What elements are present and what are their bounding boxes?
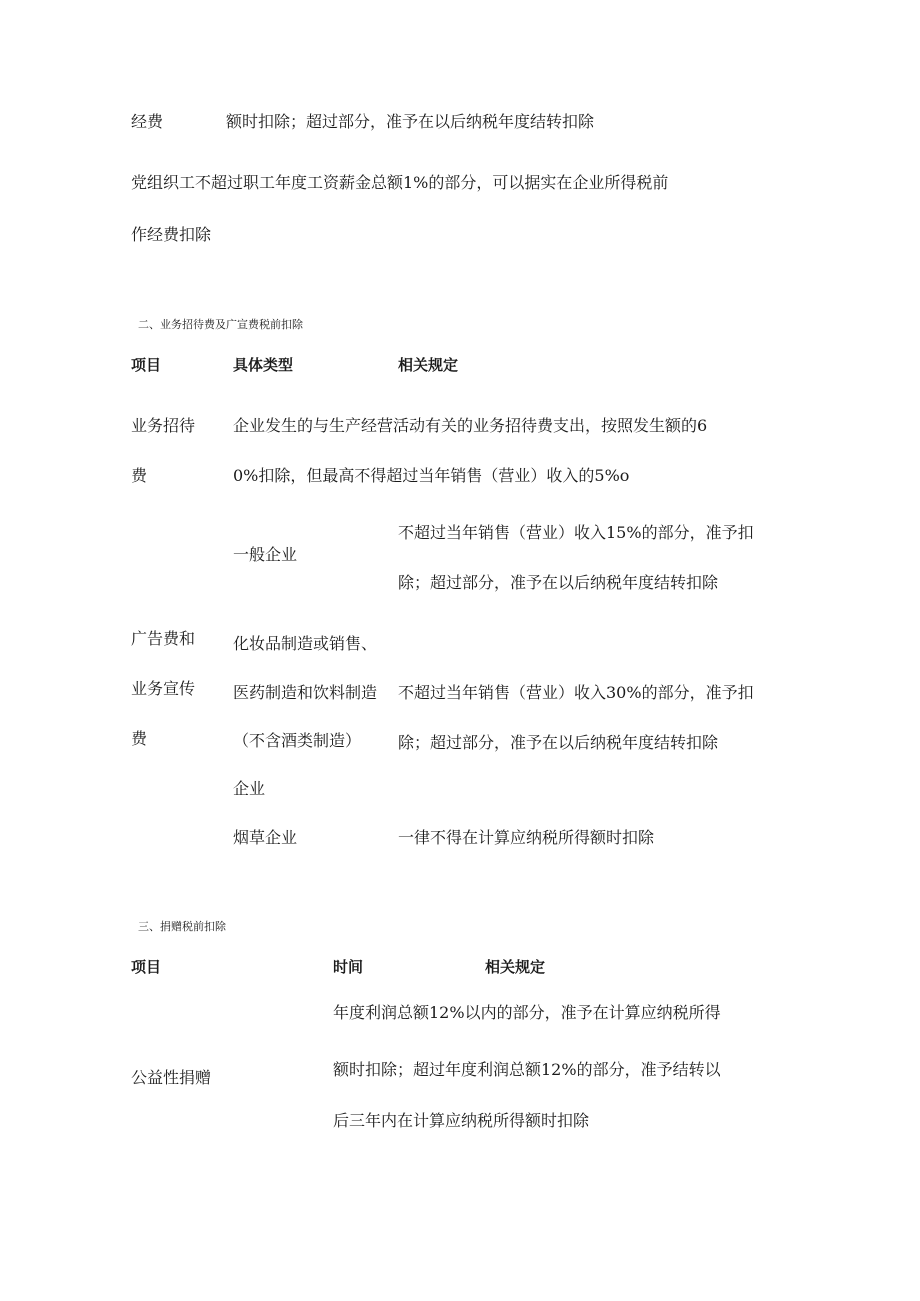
tobacco-type: 烟草企业	[233, 828, 298, 847]
row-label-funds: 经费	[131, 112, 164, 131]
entertainment-rule: 企业发生的与生产经营活动有关的业务招待费支出，按照发生额的6	[233, 416, 708, 435]
row-text-funds: 额时扣除；超过部分，准予在以后纳税年度结转扣除	[226, 112, 595, 131]
advertising-label-cont: 业务宣传	[131, 679, 196, 698]
tobacco-rule: 一律不得在计算应纳税所得额时扣除	[398, 828, 655, 847]
charity-donation-label: 公益性捐赠	[131, 1068, 212, 1087]
party-org-text-cont: 作经费扣除	[131, 225, 212, 244]
cosmetics-type-line2: 医药制造和饮料制造	[233, 683, 378, 702]
advertising-label-end: 费	[131, 729, 148, 748]
general-enterprise-rule-cont: 除；超过部分，准予在以后纳税年度结转扣除	[398, 573, 719, 592]
cosmetics-rule-cont: 除；超过部分，准予在以后纳税年度结转扣除	[398, 733, 719, 752]
section-title-donation: 三、捐赠税前扣除	[138, 920, 226, 933]
entertainment-label-cont: 费	[131, 466, 148, 485]
cosmetics-type: 化妆品制造或销售、	[233, 634, 378, 653]
cosmetics-rule: 不超过当年销售（营业）收入30%的部分，准予扣	[398, 683, 754, 702]
cosmetics-type-line3: （不含酒类制造）	[233, 731, 362, 750]
charity-donation-rule: 年度利润总额12%以内的部分，准予在计算应纳税所得	[333, 1003, 721, 1022]
party-org-text: 党组织工不超过职工年度工资薪金总额1%的部分，可以据实在企业所得税前	[131, 173, 669, 192]
header-item: 项目	[131, 356, 162, 374]
entertainment-label: 业务招待	[131, 416, 196, 435]
charity-donation-rule-line3: 后三年内在计算应纳税所得额时扣除	[333, 1111, 590, 1130]
header-rule-donation: 相关规定	[485, 958, 546, 976]
section-title-entertainment-advertising: 二、业务招待费及广宣费税前扣除	[138, 318, 303, 331]
general-enterprise-rule: 不超过当年销售（营业）收入15%的部分，准予扣	[398, 523, 754, 542]
header-type: 具体类型	[233, 356, 294, 374]
header-time: 时间	[333, 958, 364, 976]
entertainment-rule-cont: 0%扣除，但最高不得超过当年销售（营业）收入的5%o	[233, 466, 630, 485]
charity-donation-rule-line2: 额时扣除；超过年度利润总额12%的部分，准予结转以	[333, 1060, 721, 1079]
header-rule: 相关规定	[398, 356, 459, 374]
cosmetics-type-line4: 企业	[233, 779, 266, 798]
header-item-donation: 项目	[131, 958, 162, 976]
advertising-label: 广告费和	[131, 629, 196, 648]
general-enterprise-type: 一般企业	[233, 545, 298, 564]
